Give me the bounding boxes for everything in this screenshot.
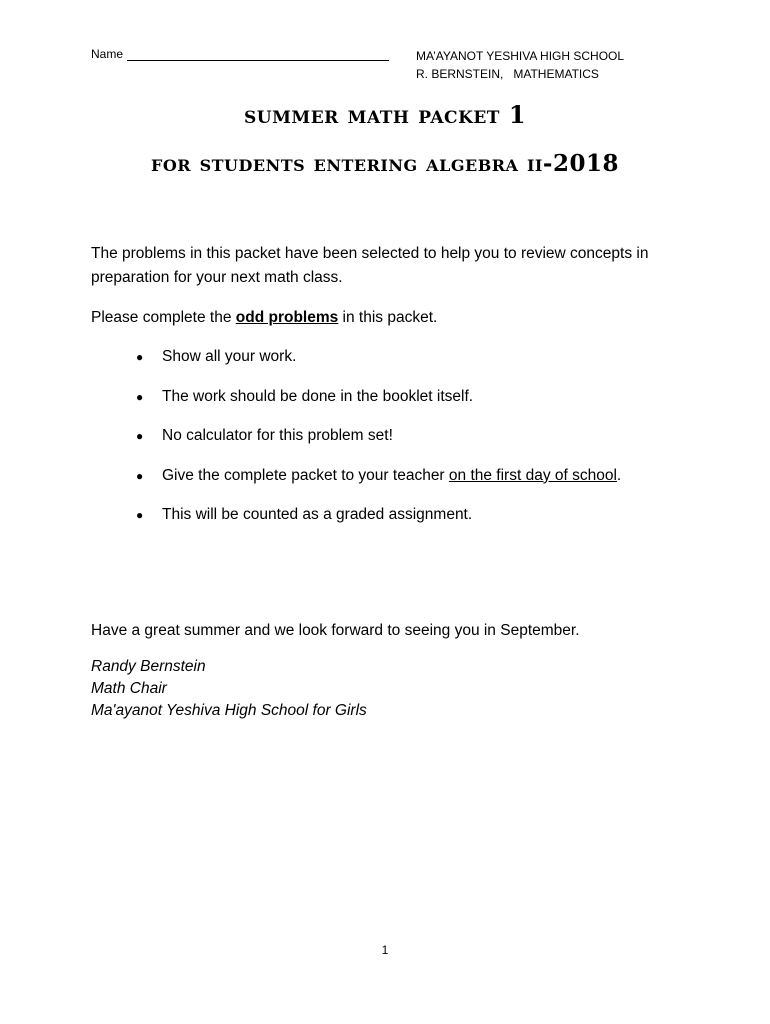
teacher-department: R. BERNSTEIN, MATHEMATICS: [416, 67, 599, 81]
list-item-text-after: .: [616, 466, 622, 484]
list-item: [136, 424, 621, 464]
bullet-icon: ●: [136, 508, 144, 522]
bullet-icon: ●: [136, 468, 144, 483]
packet-title: summer math packet 1: [243, 100, 527, 129]
school-name: MA’AYANOT YESHIVA HIGH SCHOOL: [416, 49, 625, 63]
instruction-list: [136, 345, 621, 543]
signature-school: Ma'ayanot Yeshiva High School for Girls: [91, 702, 367, 719]
list-item: [136, 385, 621, 425]
list-item-text: [162, 464, 621, 488]
signature-block: [91, 656, 367, 722]
instruction-text-before: Please complete the: [91, 309, 236, 326]
intro-paragraph: The problems in this packet have been selected to help you to review concepts in preparation for your next math class.: [91, 245, 649, 286]
list-item-text: No calculator for this problem set!: [162, 427, 393, 444]
list-item-text-before: Give the complete packet to your teacher: [162, 466, 449, 484]
packet-subtitle: for students entering algebra ii-2018: [151, 150, 619, 177]
list-item: [136, 503, 621, 543]
bullet-icon: ●: [136, 429, 144, 443]
instruction-paragraph: [91, 306, 437, 330]
list-item-text: The work should be done in the booklet itself.: [162, 387, 474, 405]
page-number: 1: [381, 943, 389, 957]
list-item: [136, 345, 621, 385]
signature-name: Randy Bernstein: [91, 658, 206, 675]
list-item-text: Show all your work.: [162, 348, 297, 365]
name-field-row: [91, 47, 389, 61]
instruction-text-after: in this packet.: [338, 309, 438, 326]
list-item: [136, 464, 621, 504]
bullet-icon: ●: [136, 389, 144, 404]
list-item-underlined: on the first day of school: [448, 466, 617, 484]
school-header: [416, 47, 624, 83]
instruction-emphasis: odd problems: [235, 309, 339, 326]
list-item-text: This will be counted as a graded assignment.: [162, 506, 473, 523]
name-blank-line[interactable]: [127, 48, 389, 61]
signature-title: Math Chair: [91, 680, 167, 697]
name-label: Name: [91, 47, 124, 61]
bullet-icon: ●: [136, 350, 144, 364]
closing-paragraph: Have a great summer and we look forward to seeing you in September.: [91, 622, 580, 639]
